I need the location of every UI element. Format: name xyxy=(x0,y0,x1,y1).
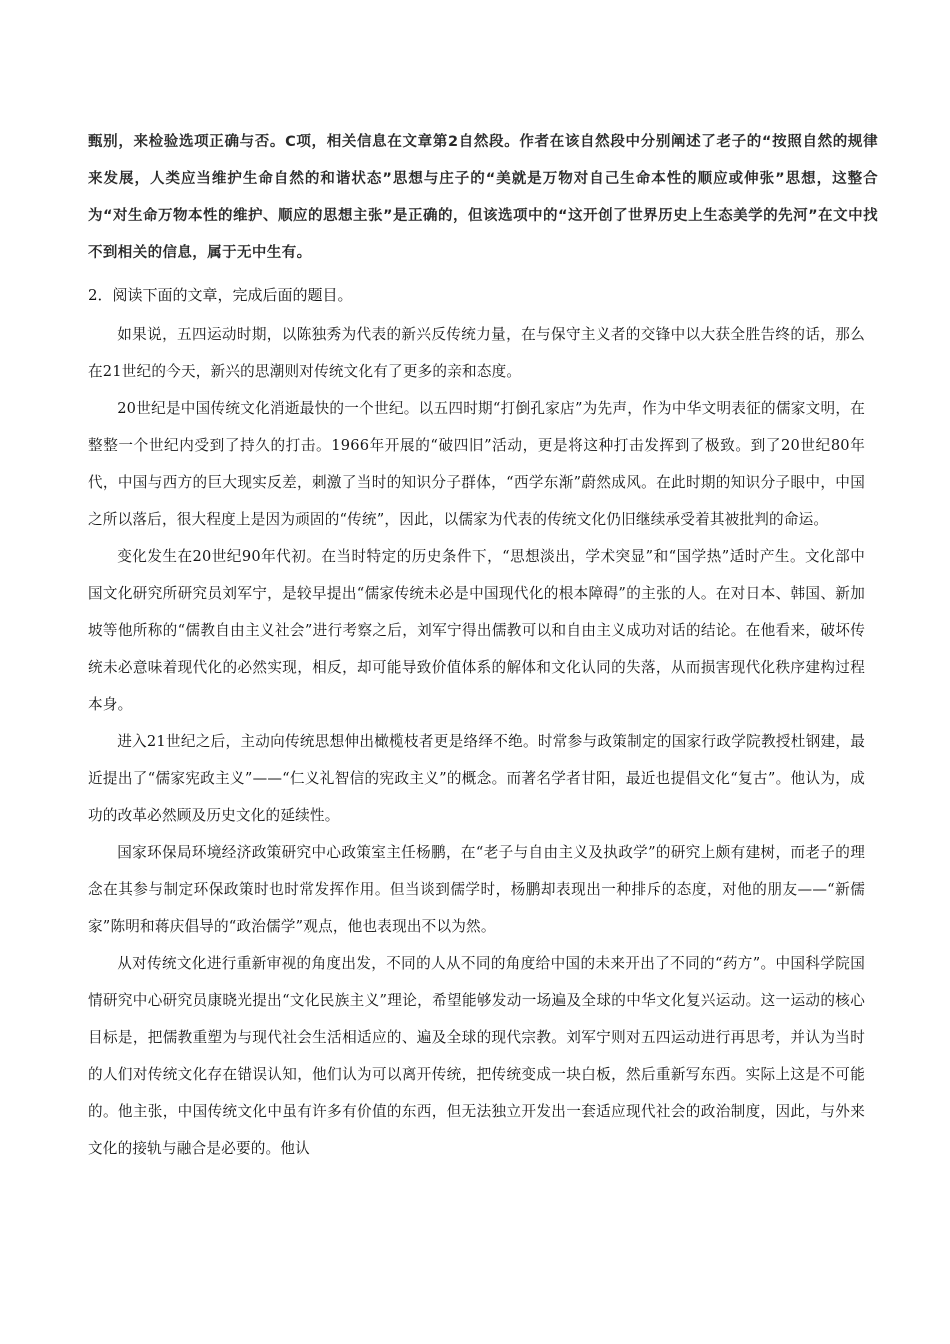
answer-analysis xyxy=(88,124,878,272)
article-paragraph: 从对传统文化进行重新审视的角度出发，不同的人从不同的角度给中国的未来开出了不同的“药方”。中国科学院国情研究中心研究员康晓光提出“文化民族主义”理论，希望能够发动一场遍及全球的中华文化复兴运动。这一运动的核心目标是，把儒教重塑为与现代社会生活相适应的、遍及全球的现代宗教。刘军宁则对五四运动进行再思考，并认为当时的人们对传统文化存在错误认知，他们认为可以离开传统，把传统变成一块白板，然后重新写东西。实际上这是不可能的。他主张，中国传统文化中虽有许多有价值的东西，但无法独立开发出一套适应现代社会的政治制度，因此，与外来文化的接轨与融合是必要的。他认 xyxy=(88,955,865,1157)
article-paragraph: 国家环保局环境经济政策研究中心政策室主任杨鹏，在“老子与自由主义及执政学”的研究上颇有建树，而老子的理念在其参与制定环保政策时也时常发挥作用。但当谈到儒学时，杨鹏却表现出一种排斥的态度，对他的朋友——“新儒家”陈明和蒋庆倡导的“政治儒学”观点，他也表现出不以为然。 xyxy=(88,844,865,935)
answer-analysis-text: 甄别，来检验选项正确与否。C项，相关信息在文章第2自然段。作者在该自然段中分别阐述了老子的“按照自然的规律来发展，人类应当维护生命自然的和谐状态”思想与庄子的“美就是万物对自己生命本性的顺应或伸张”思想，这整合为“对生命万物本性的维护、顺应的思想主张”是正确的，但该选项中的“这开创了世界历史上生态美学的先河”在文中找不到相关的信息，属于无中生有。 xyxy=(88,134,878,261)
article-body xyxy=(88,316,865,1167)
article-paragraph: 20世纪是中国传统文化消逝最快的一个世纪。以五四时期“打倒孔家店”为先声，作为中华文明表征的儒家文明，在整整一个世纪内受到了持久的打击。1966年开展的“破四旧”活动，更是将这种打击发挥到了极致。到了20世纪80年代，中国与西方的巨大现实反差，刺激了当时的知识分子群体，“西学东渐”蔚然成风。在此时期的知识分子眼中，中国之所以落后，很大程度上是因为顽固的“传统”，因此，以儒家为代表的传统文化仍旧继续承受着其被批判的命运。 xyxy=(88,400,865,528)
article-paragraph: 如果说，五四运动时期，以陈独秀为代表的新兴反传统力量，在与保守主义者的交锋中以大获全胜告终的话，那么在21世纪的今天，新兴的思潮则对传统文化有了更多的亲和态度。 xyxy=(88,326,865,380)
article-paragraph: 变化发生在20世纪90年代初。在当时特定的历史条件下，“思想淡出，学术突显”和“国学热”适时产生。文化部中国文化研究所研究员刘军宁，是较早提出“儒家传统未必是中国现代化的根本障碍”的主张的人。在对日本、韩国、新加坡等他所称的“儒教自由主义社会”进行考察之后，刘军宁得出儒教可以和自由主义成功对话的结论。在他看来，破坏传统未必意味着现代化的必然实现，相反，却可能导致价值体系的解体和文化认同的失落，从而损害现代化秩序建构过程本身。 xyxy=(88,548,865,713)
article-paragraph: 进入21世纪之后，主动向传统思想伸出橄榄枝者更是络绎不绝。时常参与政策制定的国家行政学院教授杜钢建，最近提出了“儒家宪政主义”——“仁义礼智信的宪政主义”的概念。而著名学者甘阳，最近也提倡文化“复古”。他认为，成功的改革必然顾及历史文化的延续性。 xyxy=(88,733,865,824)
question-title: 2．阅读下面的文章，完成后面的题目。 xyxy=(88,286,353,304)
